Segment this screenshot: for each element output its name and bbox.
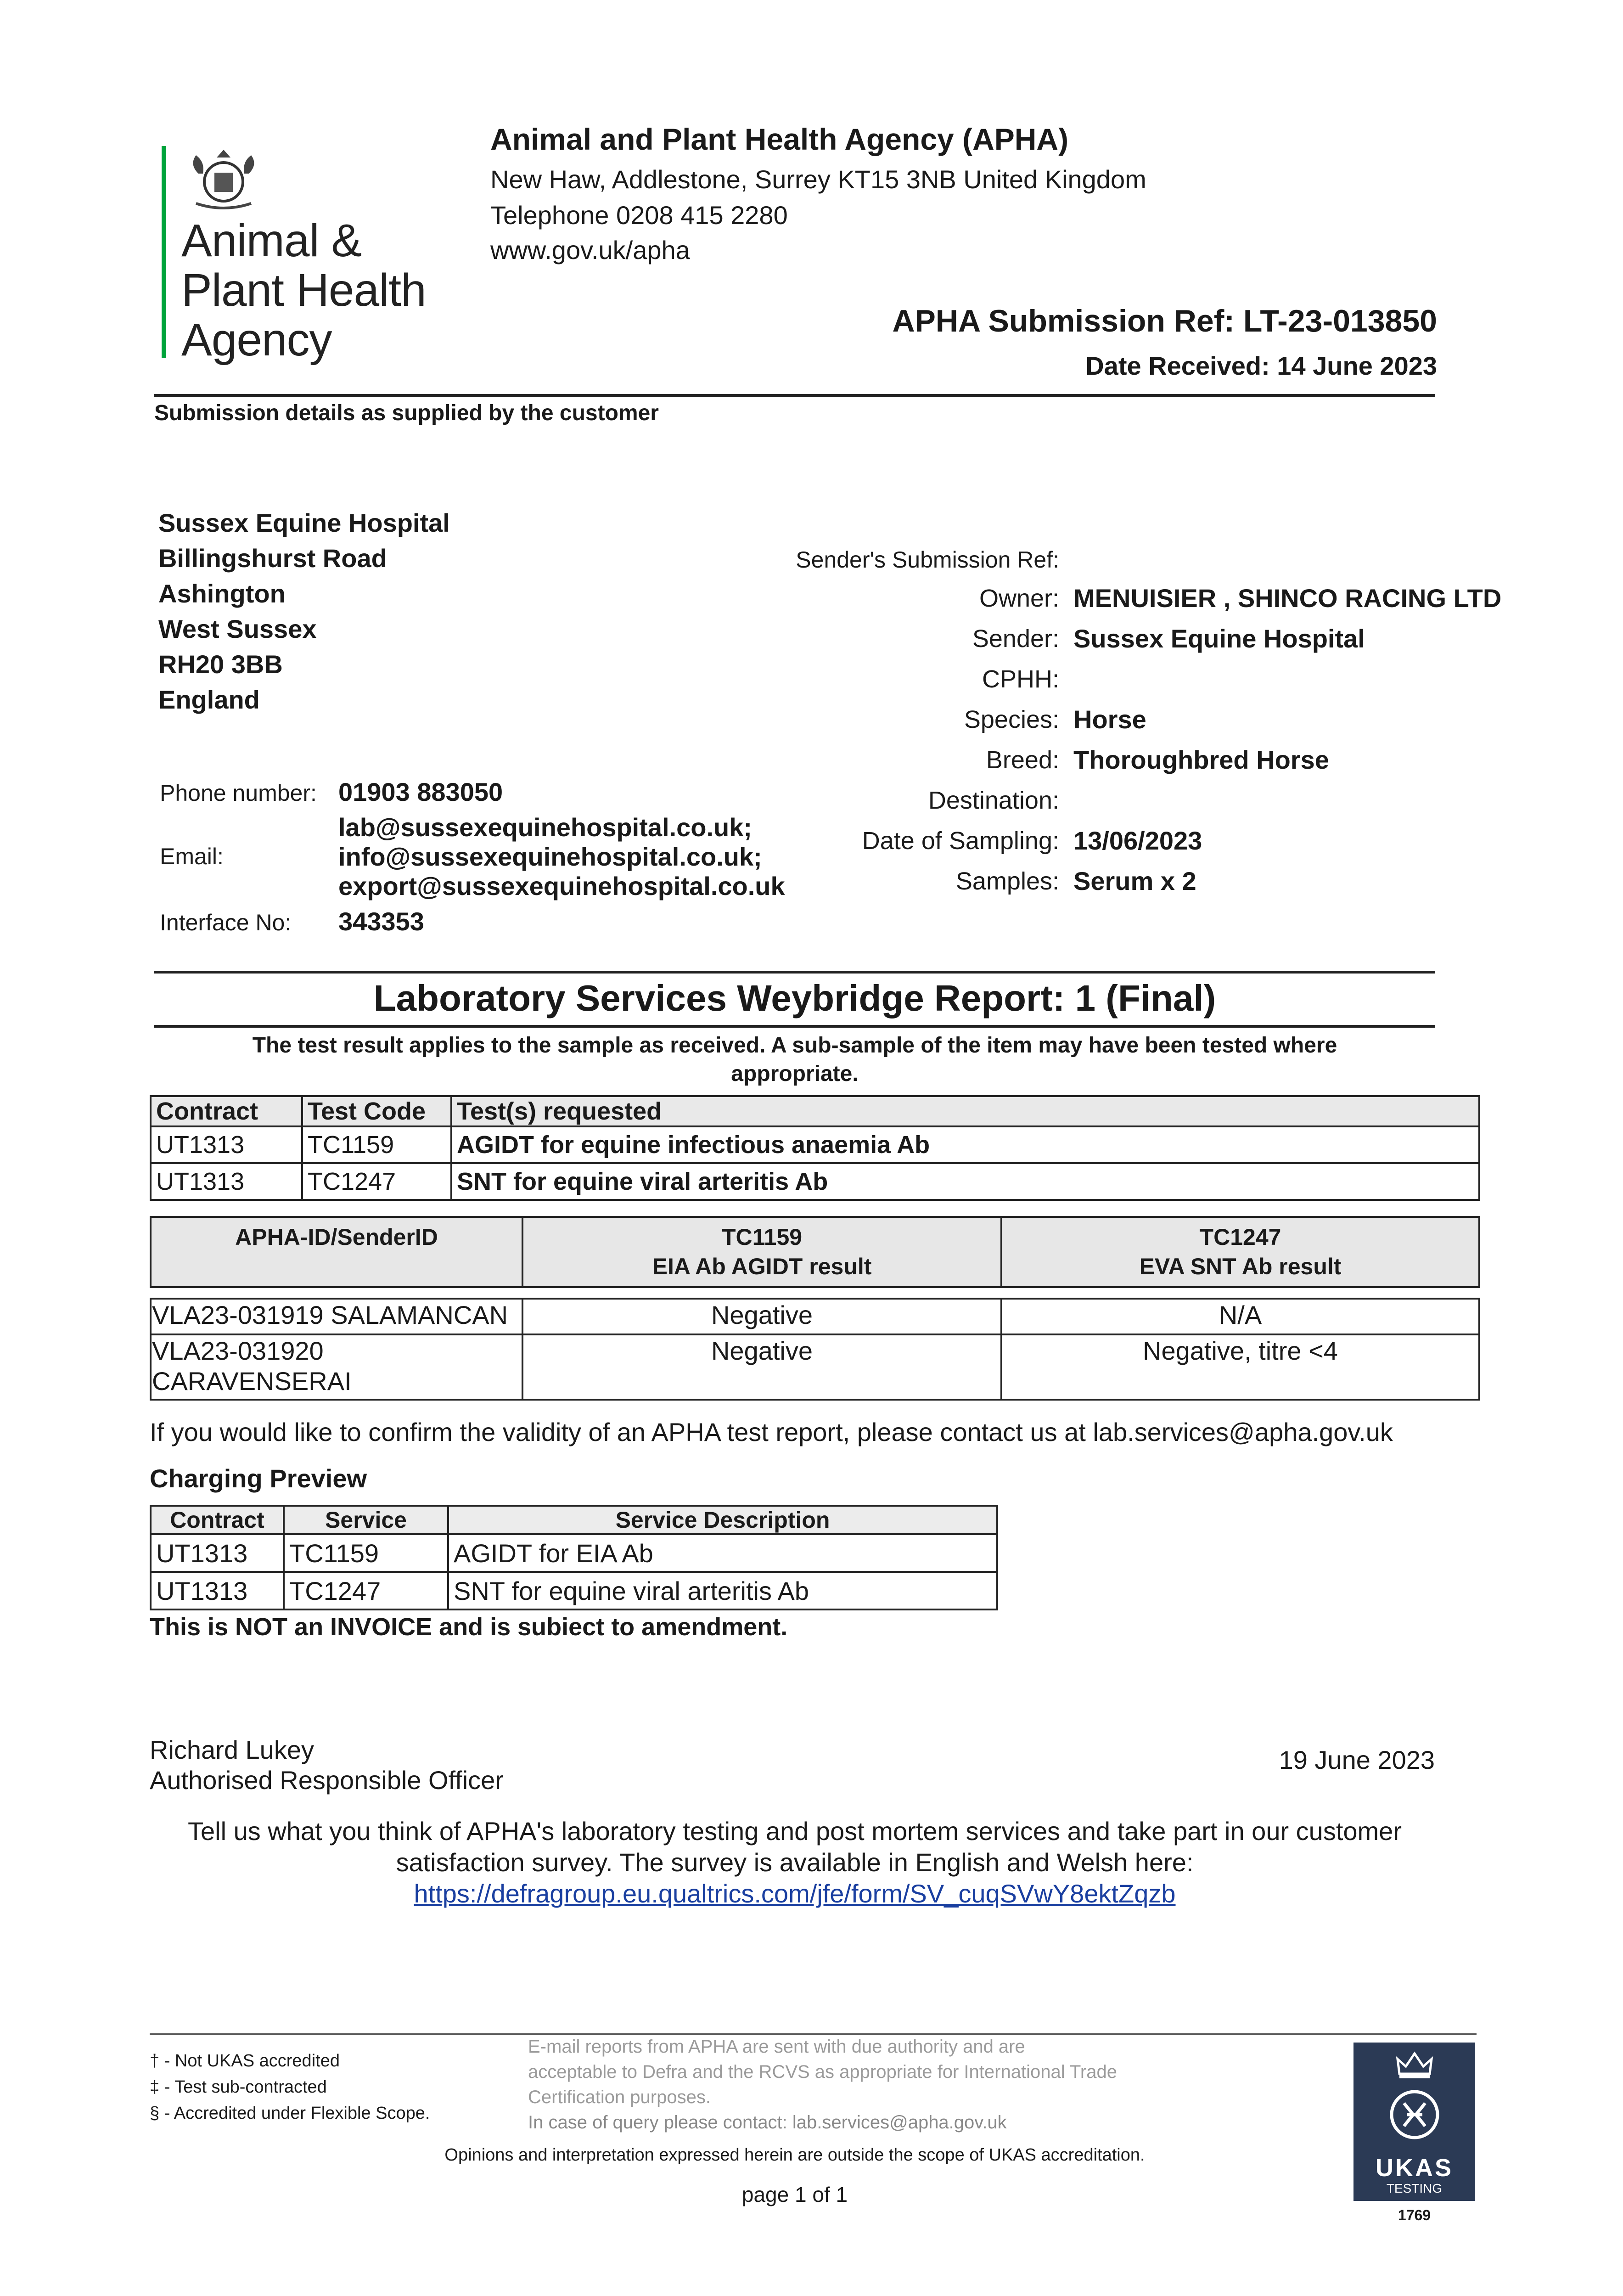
field-value: MENUISIER , SHINCO RACING LTD	[1073, 584, 1502, 613]
column-header-code: TC1247	[1199, 1224, 1281, 1250]
agency-title: Animal and Plant Health Agency (APHA)	[490, 122, 1069, 156]
charging-preview-title: Charging Preview	[150, 1464, 367, 1493]
report-top-rule	[154, 971, 1435, 974]
applies-line: appropriate.	[731, 1062, 859, 1086]
sample-id-line: CARAVENSERAI	[152, 1367, 352, 1396]
test-code-cell: TC1159	[302, 1126, 451, 1163]
contract-cell: UT1313	[151, 1572, 284, 1609]
ukas-badge	[1353, 2043, 1475, 2201]
address-line: Ashington	[158, 579, 286, 608]
accreditation-notes	[150, 2048, 430, 2127]
field-label: Destination:	[928, 787, 1059, 814]
agency-telephone: Telephone 0208 415 2280	[490, 201, 788, 230]
field-label: Sender:	[972, 625, 1059, 653]
field-label: Date of Sampling:	[862, 827, 1059, 855]
field-value: Thoroughbred Horse	[1073, 745, 1329, 774]
address-line: RH20 3BB	[158, 650, 283, 679]
footnote: ‡ - Test sub-contracted	[150, 2077, 327, 2097]
applies-note	[154, 1031, 1435, 1088]
tests-requested-table	[150, 1095, 1480, 1201]
table-row	[151, 1334, 1479, 1400]
table-header-row	[151, 1506, 997, 1534]
royal-crest-icon	[180, 146, 267, 215]
report-title: Laboratory Services Weybridge Report: 1 (Final)	[373, 978, 1216, 1019]
eva-result-cell: Negative, titre <4	[1001, 1334, 1479, 1400]
customer-address	[158, 505, 450, 717]
email-note-line: In case of query please contact: lab.services@apha.gov.uk	[528, 2112, 1007, 2133]
results-table	[150, 1298, 1480, 1401]
ukas-number: 1769	[1398, 2207, 1431, 2223]
field-label: Owner:	[979, 585, 1059, 612]
logo-line-3: Agency	[181, 314, 332, 366]
logo-line-1: Animal &	[181, 215, 362, 266]
ukas-sub-label: TESTING	[1386, 2181, 1443, 2195]
test-requested-cell: SNT for equine viral arteritis Ab	[451, 1163, 1479, 1200]
column-header-desc: EVA SNT Ab result	[1139, 1254, 1342, 1279]
table-row	[151, 1163, 1479, 1200]
officer-role: Authorised Responsible Officer	[150, 1766, 504, 1795]
sample-id-cell	[151, 1334, 522, 1400]
service-cell: TC1247	[284, 1572, 448, 1609]
email-address[interactable]: export@sussexequinehospital.co.uk	[338, 872, 785, 900]
footnote: § - Accredited under Flexible Scope.	[150, 2104, 430, 2123]
column-header: Service	[284, 1506, 448, 1534]
field-value: Sussex Equine Hospital	[1073, 624, 1365, 653]
field-label: Species:	[964, 706, 1059, 733]
ukas-crown-icon	[1396, 2051, 1433, 2080]
address-line: West Sussex	[158, 614, 317, 643]
column-header: Service Description	[448, 1506, 997, 1534]
column-header-code: TC1159	[721, 1224, 803, 1250]
eia-result-cell: Negative	[522, 1299, 1001, 1334]
service-cell: TC1159	[284, 1534, 448, 1572]
table-row	[151, 1572, 997, 1609]
contract-cell: UT1313	[151, 1163, 302, 1200]
signoff-date: 19 June 2023	[1279, 1745, 1435, 1774]
survey-line: Tell us what you think of APHA's laboratory testing and post mortem services and take part in our customer	[188, 1817, 1402, 1846]
interface-label: Interface No:	[160, 910, 292, 935]
date-received: Date Received: 14 June 2023	[1085, 351, 1437, 380]
email-note-line: E-mail reports from APHA are sent with due authority and are	[528, 2037, 1025, 2057]
footnote: † - Not UKAS accredited	[150, 2051, 340, 2071]
column-header: Test Code	[302, 1096, 451, 1126]
phone-label: Phone number:	[160, 780, 317, 806]
column-header	[522, 1217, 1001, 1287]
field-label: Samples:	[955, 867, 1059, 895]
field-value: Serum x 2	[1073, 867, 1196, 895]
report-bottom-rule	[154, 1025, 1435, 1028]
column-header: Test(s) requested	[451, 1096, 1479, 1126]
officer-signoff	[150, 1735, 504, 1795]
service-description-cell: SNT for equine viral arteritis Ab	[448, 1572, 997, 1609]
logo-line-2: Plant Health	[181, 264, 426, 316]
field-value: Horse	[1073, 705, 1146, 734]
header-divider	[154, 394, 1435, 397]
address-line: Sussex Equine Hospital	[158, 508, 450, 537]
field-label: Breed:	[986, 746, 1059, 774]
charging-table	[150, 1505, 998, 1610]
table-row	[151, 1299, 1479, 1334]
email-values	[338, 813, 785, 901]
sample-id-cell: VLA23-031919 SALAMANCAN	[151, 1299, 522, 1334]
column-header-desc: EIA Ab AGIDT result	[652, 1254, 872, 1279]
agency-address: New Haw, Addlestone, Surrey KT15 3NB United Kingdom	[490, 165, 1146, 194]
email-authority-note	[528, 2034, 1117, 2135]
ukas-tick-mark-icon	[1387, 2087, 1443, 2143]
logo-wordmark	[181, 216, 426, 365]
field-label: Sender's Submission Ref:	[796, 547, 1059, 573]
opinions-disclaimer: Opinions and interpretation expressed herein are outside the scope of UKAS accreditation.	[444, 2145, 1145, 2165]
column-header: APHA-ID/SenderID	[151, 1217, 522, 1287]
contract-cell: UT1313	[151, 1534, 284, 1572]
interface-value: 343353	[338, 907, 424, 936]
eva-result-cell: N/A	[1001, 1299, 1479, 1334]
agency-website[interactable]: www.gov.uk/apha	[490, 236, 690, 264]
contract-cell: UT1313	[151, 1126, 302, 1163]
test-requested-cell: AGIDT for equine infectious anaemia Ab	[451, 1126, 1479, 1163]
test-code-cell: TC1247	[302, 1163, 451, 1200]
table-row	[151, 1534, 997, 1572]
column-header: Contract	[151, 1506, 284, 1534]
eia-result-cell: Negative	[522, 1334, 1001, 1400]
survey-line: satisfaction survey. The survey is available in English and Welsh here:	[396, 1848, 1194, 1877]
page-number: page 1 of 1	[741, 2183, 848, 2206]
phone-value: 01903 883050	[338, 777, 503, 806]
email-label: Email:	[160, 844, 224, 869]
table-header-row	[151, 1096, 1479, 1126]
applies-line: The test result applies to the sample as received. A sub-sample of the item may have been tested where	[252, 1033, 1337, 1058]
email-note-line: acceptable to Defra and the RCVS as appropriate for International Trade	[528, 2062, 1117, 2082]
email-address[interactable]: info@sussexequinehospital.co.uk;	[338, 842, 762, 871]
field-value: 13/06/2023	[1073, 826, 1202, 855]
column-header	[1001, 1217, 1479, 1287]
sample-id-line: VLA23-031920	[152, 1336, 324, 1365]
survey-invitation	[154, 1816, 1435, 1909]
ukas-label: UKAS	[1375, 2154, 1453, 2182]
officer-name: Richard Lukey	[150, 1735, 314, 1764]
submission-ref: APHA Submission Ref: LT-23-013850	[892, 304, 1437, 338]
field-label: CPHH:	[982, 665, 1059, 693]
confirm-validity-text: If you would like to confirm the validity of an APHA test report, please contact us at lab.services@apha.gov.uk	[150, 1418, 1393, 1446]
not-invoice-note: This is NOT an INVOICE and is subiect to amendment.	[150, 1613, 788, 1641]
service-description-cell: AGIDT for EIA Ab	[448, 1534, 997, 1572]
results-header-table	[150, 1216, 1480, 1288]
table-row	[151, 1126, 1479, 1163]
logo-accent-bar	[162, 146, 166, 358]
address-line: Billingshurst Road	[158, 544, 387, 573]
email-note-line: Certification purposes.	[528, 2087, 711, 2107]
submission-details-caption: Submission details as supplied by the customer	[154, 401, 659, 425]
column-header: Contract	[151, 1096, 302, 1126]
email-address[interactable]: lab@sussexequinehospital.co.uk;	[338, 813, 753, 842]
address-line: England	[158, 685, 260, 714]
table-header-row	[151, 1217, 1479, 1287]
survey-link[interactable]: https://defragroup.eu.qualtrics.com/jfe/form/SV_cuqSVwY8ektZqzb	[414, 1879, 1176, 1908]
